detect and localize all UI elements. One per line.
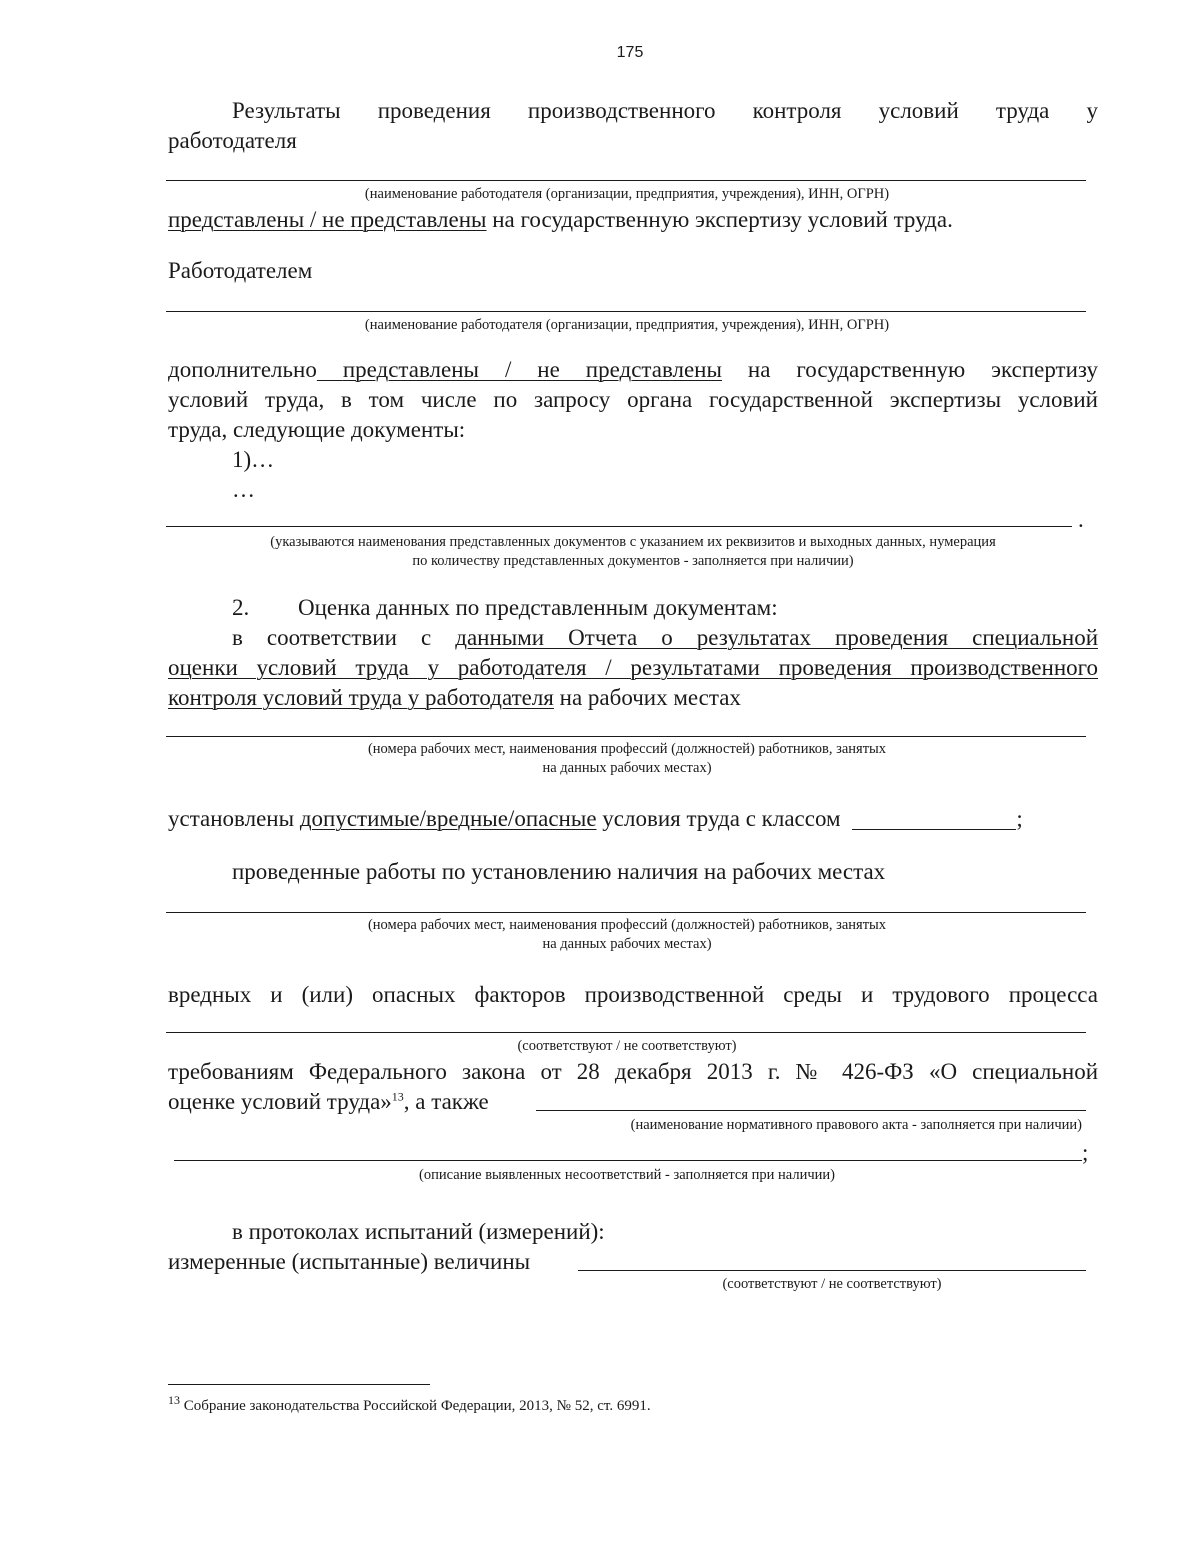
section-title: Оценка данных по представленным документам: — [298, 595, 778, 620]
class-field[interactable] — [852, 807, 1016, 830]
rest-text: на государственную экспертизу — [747, 357, 1099, 382]
caption-employer-2: (наименование работодателя (организации, предприятия, учреждения), ИНН, ОГРН) — [364, 317, 890, 333]
paragraph-line: труда, следующие документы: — [168, 417, 466, 442]
lead-word: дополнительно — [168, 357, 317, 382]
blank-line-documents[interactable] — [166, 526, 1072, 527]
section-number: 2. — [232, 595, 250, 620]
blank-line-workplaces-2[interactable] — [166, 912, 1086, 913]
footnote — [168, 1393, 651, 1416]
blank-line-measured[interactable] — [578, 1270, 1086, 1271]
law-line: требованиям Федерального закона от 28 декабря 2013 г. № 426-ФЗ «О специальной — [168, 1059, 1098, 1084]
caption-nonconformities: (описание выявленных несоответствий - заполняется при наличии) — [418, 1167, 835, 1183]
caption-normative: (наименование нормативного правового акта - заполняется при наличии) — [630, 1117, 1082, 1133]
law-line-2: оценке условий труда»$^{13}$, а также — [168, 1089, 489, 1114]
blank-line-normative-act[interactable] — [536, 1110, 1086, 1111]
footnote-text: Собрание законодательства Российской Федерации, 2013, № 52, ст. 6991. — [183, 1398, 651, 1414]
option-report-data: оценки условий труда у работодателя / результатами проведения производственного — [168, 655, 1098, 680]
caption-documents-line: (указываются наименования представленных документов с указанием их реквизитов и выходных данных, нумерация — [270, 534, 996, 550]
paragraph-line: в соответствии с данными Отчета о результатах проведения специальной — [232, 625, 1098, 650]
caption-compliance: (соответствуют / не соответствуют) — [517, 1038, 737, 1054]
option-presented: представлены / не представлены — [342, 357, 722, 382]
presented-rest: на государственную экспертизу условий труда. — [492, 207, 953, 232]
caption-employer: (наименование работодателя (организации, предприятия, учреждения), ИНН, ОГРН) — [364, 186, 890, 202]
caption-workplaces-line: на данных рабочих местах) — [542, 936, 712, 952]
protocols-line-2: измеренные (испытанные) величины — [168, 1249, 531, 1274]
protocols-line: в протоколах испытаний (измерений): — [232, 1219, 605, 1244]
caption-workplaces-line: на данных рабочих местах) — [542, 760, 712, 776]
list-ellipsis: … — [232, 477, 255, 502]
semicolon: ; — [1082, 1140, 1089, 1165]
list-item-1: 1)… — [232, 447, 275, 472]
caption-compliance-2: (соответствуют / не соответствуют) — [722, 1276, 942, 1292]
blank-line-compliance[interactable] — [166, 1032, 1086, 1033]
caption-documents-line: по количеству представленных документов - заполняется при наличии) — [412, 553, 854, 569]
paragraph-line — [168, 653, 1098, 683]
presented-line — [168, 205, 1098, 235]
option-report-data: данными Отчета о результатах проведения специальной — [455, 625, 1098, 650]
option-conditions: допустимые/вредные/опасные — [299, 806, 597, 831]
section-2-heading — [232, 593, 1098, 623]
caption-workplaces-line: (номера рабочих мест, наименования профессий (должностей) работников, занятых — [367, 741, 887, 757]
paragraph-line: Результаты проведения производственного контроля условий труда у — [232, 98, 1098, 123]
end-dot: . — [1078, 507, 1084, 532]
footnote-number: 13 — [168, 1393, 180, 1407]
blank-line-employer[interactable] — [166, 180, 1086, 181]
page-number: 175 — [616, 44, 644, 61]
paragraph-line — [168, 355, 1098, 385]
factors-line: вредных и (или) опасных факторов производственной среды и трудового процесса — [168, 982, 1098, 1007]
option-report-data: контроля условий труда у работодателя — [168, 685, 554, 710]
blank-line-workplaces[interactable] — [166, 736, 1086, 737]
blank-line-employer-2[interactable] — [166, 311, 1086, 312]
option-presented: представлены / не представлены — [168, 207, 487, 232]
employer-word: Работодателем — [168, 258, 313, 283]
footnote-divider — [168, 1384, 430, 1385]
caption-workplaces-line: (номера рабочих мест, наименования профессий (должностей) работников, занятых — [367, 917, 887, 933]
paragraph-line: работодателя — [168, 128, 297, 153]
paragraph-line: контроля условий труда у работодателя на рабочих местах — [168, 685, 741, 710]
works-line: проведенные работы по установлению наличия на рабочих местах — [232, 859, 886, 884]
paragraph-line: условий труда, в том числе по запросу органа государственной экспертизы условий — [168, 387, 1098, 412]
footnote-ref[interactable]: 13 — [391, 1089, 404, 1104]
established-line: установлены допустимые/вредные/опасные условия труда с классом ; — [168, 806, 1023, 831]
blank-line-nonconformities[interactable] — [174, 1160, 1082, 1161]
